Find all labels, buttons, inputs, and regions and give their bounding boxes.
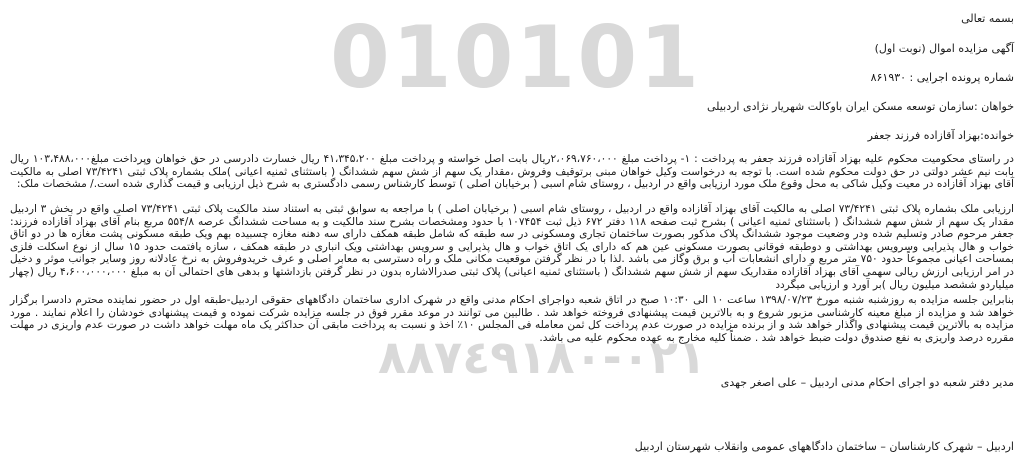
- watermark-bottom: ٠٢١-٨٨٧٤٩١٨٠: [378, 330, 706, 384]
- defendant: خوانده:بهزاد آقازاده فرزند جعفر: [867, 129, 1014, 142]
- watermark-top: 010101: [330, 8, 702, 108]
- paragraph-appraisal: ارزیابی ملک بشماره پلاک ثبتی ۷۳/۴۲۴۱ اصلی به مالکیت آقای بهزاد آقازاده واقع در اردبیل ، روستای شام اسبی ( برخیابان اصلی ) با مراجعه به سوابق ثبتی به استناد سند مالکیت پلاک ثبتی ۷۳/۴۲۴۱ اصلی واقع در بخش ۳ اردبیل مقدار یک سهم از شش سهم ششدانگ ( باستثنای ثمنیه اعیانی ) بشرح ثبت صفحه ۱۱۸ دفتر ۶۷۲ ذیل ثبت ۱۰۷۴۵۴ با حدود ومشخصات بشرح سند مالکیت و به مساحت ششدانگ عرصه ۵۵۴/۸ مربع بنام آقای بهزاد آقازاده فرزند: جعفر مرحوم صادر وتسلیم شده ودر وضعیت موجود ششدانگ پلاک مذکور بصورت ساختمان تجاری ومسکونی در سه طبقه که شامل طبقه همکف دارای سه دهنه مغازه چسبیده بهم ویک طبقه مسکونی پشت مغازه ها در دو اتاق خواب و هال پذیرایی وسرویس بهداشتی و دوطبقه فوقانی بصورت مسکونی عین هم که دارای یک اتاق خواب و هال پذیرایی و سرویس بهداشتی ویک انباری در طبقه همکف ، سازه یافتمت حدود ۱۵ سال از نوع اسکلت فلزی بمساحت اعیانی مجموعاً حدود ۷۵۰ متر مربع و دارای انشعابات آب و برق وگاز می باشد .لذا با در نظر گرفتن موقعیت مکانی ملک و راه دسترسی به معابر اصلی و عرف خریدوفروش به نرخ عادلانه روز وسایر جوانب موثر و دخیل در امر ارزیابی ارزش ریالی سهمی آقای بهزاد آقازاده مقداریک سهم از شش سهم ششدانگ ( باستثنای ثمنیه اعیانی) پلاک ثبتی صدرالاشاره بدون در نظر گرفتن بازداشتها و بدهی های احتمالی آن به مبلغ ۴،۶۰۰،۰۰۰،۰۰۰ ریال (چهار میلیاردو ششصد میلیون ریال )بر آورد و ارزیابی میگردد: [10, 203, 1015, 291]
- paragraph-judgment: در راستای محکومیت محکوم علیه بهزاد آقازاده فرزند جعفر به پرداخت : ۱- پرداخت مبلغ ۲،۰۶۹،۷۶۰،۰۰۰ریال بابت اصل خواسته و پرداخت مبلغ ۴۱،۳۴۵،۲۰۰ ریال خسارت دادرسی در حق خواهان وپرداخت مبلغ۱۰۳،۴۸۸،۰۰۰ ریال بابت نیم عشر دولتی در حق دولت محکوم شده است. با توجه به درخواست وکیل خواهان مبنی برتوقیف وفروش ،مقدار یک سهم از شش سهم ششدانگ ( باستثنای ثمنیه اعیانی )ملک بشماره پلاک ثبتی ۷۳/۴۲۴۱ اصلی به مالکیت آقای بهزاد آقازاده در معیت وکیل شاکی به محل وقوع ملک مورد ارزیابی واقع در اردبیل ، روستای شام اسبی ( برخیابان اصلی ) توسط کارشناس رسمی دادگستری به شرح ذیل ارزیابی و قیمت گذاری شده است./ مشخصات ملک:: [10, 153, 1014, 191]
- signature: مدیر دفتر شعبه دو اجرای احکام مدنی اردبیل – علی اصغر جهدی: [720, 376, 1014, 389]
- basmala: بسمه تعالی: [961, 12, 1014, 25]
- case-number: شماره پرونده اجرایی : ۸۶۱۹۳۰: [870, 71, 1014, 84]
- notice-title: آگهی مزایده اموال (نوبت اول): [874, 42, 1014, 55]
- paragraph-auction-terms: بنابراین جلسه مزایده به روزشنبه شنبه مورخ ۱۳۹۸/۰۷/۲۳ ساعت ۱۰ الی ۱۰:۳۰ صبح در اتاق شعبه دواجرای احکام مدنی واقع در شهرک اداری ساختمان دادگاههای حقوقی اردبیل-طبقه اول در حضور نماینده محترم دادسرا برگزار خواهد شد و مزایده از مبلغ معینه کارشناسی مزبور شروع و به بالاترین قیمت پیشنهادی فروخته خواهد شد . طالبین می توانند در موعد مقرر فوق در جلسه مزایده شرکت نموده و قیمت پیشنهادی خودشان را اعلام نمایند . مورد مزایده به بالاترین قیمت پیشنهادی واگذار خواهد شد و از برنده مزایده در صورت عدم پرداخت کل ثمن معامله فی المجلس ۱۰٪ اخذ و نسبت به پرداخت مابقی آن حداکثر یک ماه مهلت خواهد داشت در صورت عدم واریزی در مهلت مقرره درصد واریزی به نفع صندوق دولت ضبط خواهد شد . ضمناً کلیه مخارج به عهده محکوم علیه می باشد.: [10, 294, 1014, 344]
- plaintiff: خواهان :سازمان توسعه مسکن ایران باوکالت شهریار نژادی اردبیلی: [707, 100, 1014, 113]
- address: اردبیل – شهرک کارشناسان – ساختمان دادگاههای عمومی وانقلاب شهرستان اردبیل: [634, 440, 1014, 453]
